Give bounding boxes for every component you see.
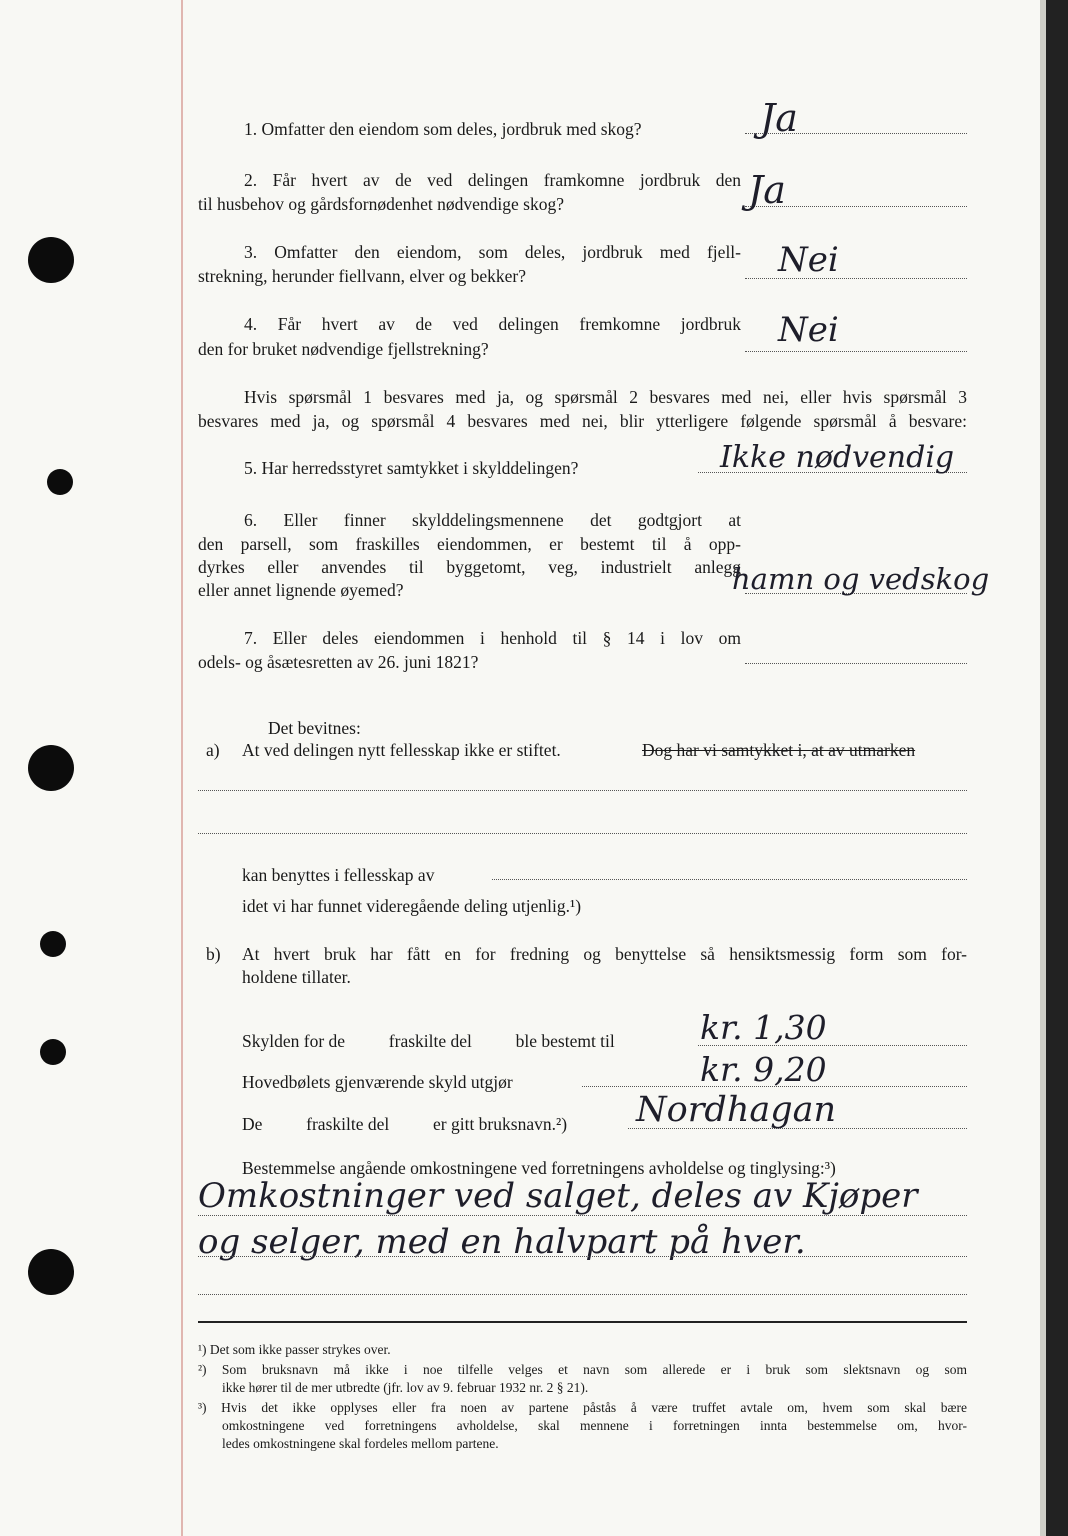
question-2-line-1: 2. Får hvert av de ved delingen framkomne jordbruk den bbox=[244, 170, 741, 190]
hovedbol-label: Hovedbølets gjenværende skyld utgjør bbox=[242, 1072, 513, 1092]
attest-a-struck-text: Dog har vi samtykket i, at av utmarken bbox=[642, 740, 916, 760]
question-4-answer: Nei bbox=[778, 310, 839, 350]
answer-line bbox=[198, 1215, 967, 1216]
punch-hole bbox=[40, 931, 66, 957]
question-7-line-2: odels- og åsætesretten av 26. juni 1821? bbox=[198, 652, 479, 672]
blank-line bbox=[198, 1294, 967, 1295]
punch-hole bbox=[28, 237, 74, 283]
omkostning-line-2: og selger, med en halvpart på hver. bbox=[198, 1222, 806, 1262]
punch-hole bbox=[47, 469, 73, 495]
question-6-line-3: dyrkes eller anvendes til byggetomt, veg, industrielt anlegg bbox=[198, 557, 741, 577]
question-2-answer: Ja bbox=[748, 168, 786, 212]
blank-line bbox=[198, 833, 967, 834]
question-6-answer: hamn og vedskog bbox=[732, 562, 990, 596]
answer-line bbox=[745, 663, 967, 664]
attest-b-line-2: holdene tillater. bbox=[242, 967, 351, 987]
bruksnavn-label: De fraskilte del er gitt bruksnavn.²) bbox=[242, 1114, 568, 1134]
question-3-line-1: 3. Omfatter den eiendom, som deles, jordbruk med fjell- bbox=[244, 242, 741, 262]
question-4-line-2: den for bruket nødvendige fjellstrekning? bbox=[198, 339, 489, 359]
question-1-answer: Ja bbox=[760, 96, 798, 140]
question-5-text: 5. Har herredsstyret samtykket i skylddelingen? bbox=[244, 458, 579, 478]
condition-line-2: besvares med ja, og spørsmål 4 besvares med nei, blir ytterligere følgende spørsmål å besvare: bbox=[198, 411, 967, 431]
question-3-line-2: strekning, herunder fiellvann, elver og bekker? bbox=[198, 266, 526, 286]
condition-line-1: Hvis spørsmål 1 besvares med ja, og spørsmål 2 besvares med nei, eller hvis spørsmål 3 bbox=[244, 387, 967, 407]
question-5-answer: Ikke nødvendig bbox=[720, 440, 955, 475]
punch-hole bbox=[28, 1249, 74, 1295]
footnote-2-line-1: ²) Som bruksnavn må ikke i noe tilfelle velges et navn som allerede er i bruk som slektsnavn og som bbox=[198, 1362, 967, 1377]
question-7-line-1: 7. Eller deles eiendommen i henhold til § 14 i lov om bbox=[244, 628, 741, 648]
attest-b-line-1: At hvert bruk har fått en for fredning og benyttelse så hensiktsmessig form som for- bbox=[242, 944, 967, 964]
hovedbol-value: kr. 9,20 bbox=[700, 1050, 827, 1089]
attest-a-marker: a) bbox=[206, 740, 220, 760]
skyld-label: Skylden for de fraskilte del ble bestemt til bbox=[242, 1031, 615, 1051]
question-6-line-1: 6. Eller finner skylddelingsmennene det godtgjort at bbox=[244, 510, 741, 530]
attest-heading: Det bevitnes: bbox=[268, 718, 361, 738]
question-4-line-1: 4. Får hvert av de ved delingen fremkomne jordbruk bbox=[244, 314, 741, 334]
answer-line bbox=[198, 1256, 967, 1257]
scan-border bbox=[1046, 0, 1068, 1536]
blank-line bbox=[492, 879, 967, 880]
footnote-3-line-2: omkostningene ved forretningens avholdelse, skal mennene i forretningen innta bestemmelse om, hvor- bbox=[222, 1418, 967, 1433]
question-1-text: 1. Omfatter den eiendom som deles, jordbruk med skog? bbox=[244, 119, 642, 139]
skyld-value: kr. 1,30 bbox=[700, 1008, 827, 1047]
footnote-3-line-3: ledes omkostningene skal fordeles mellom partene. bbox=[222, 1436, 499, 1451]
answer-line bbox=[745, 351, 967, 352]
bruksnavn-value: Nordhagan bbox=[636, 1090, 837, 1130]
footnote-1: ¹) Det som ikke passer strykes over. bbox=[198, 1342, 391, 1357]
question-2-line-2: til husbehov og gårdsfornødenhet nødvendige skog? bbox=[198, 194, 564, 214]
footnote-rule bbox=[198, 1321, 967, 1323]
question-6-line-2: den parsell, som fraskilles eiendommen, er bestemt til å opp- bbox=[198, 534, 741, 554]
attest-idet-line: idet vi har funnet videregående deling utjenlig.¹) bbox=[242, 896, 582, 916]
punch-hole bbox=[40, 1039, 66, 1065]
footnote-3-line-1: ³) Hvis det ikke opplyses eller fra noen av partene påstås å være truffet avtale om, hvem som skal bære bbox=[198, 1400, 967, 1415]
margin-rule bbox=[181, 0, 183, 1536]
omkostning-line-1: Omkostninger ved salget, deles av Kjøper bbox=[198, 1176, 918, 1216]
blank-line bbox=[198, 790, 967, 791]
omkostning-label: Bestemmelse angående omkostningene ved forretningens avholdelse og tinglysing:³) bbox=[242, 1158, 836, 1178]
footnote-2-line-2: ikke hører til de mer utbredte (jfr. lov av 9. februar 1932 nr. 2 § 21). bbox=[222, 1380, 589, 1395]
attest-benyttes-line: kan benyttes i fellesskap av bbox=[242, 865, 435, 885]
attest-b-marker: b) bbox=[206, 944, 221, 964]
punch-hole bbox=[28, 745, 74, 791]
question-6-line-4: eller annet lignende øyemed? bbox=[198, 580, 404, 600]
question-3-answer: Nei bbox=[778, 240, 839, 280]
attest-a-text: At ved delingen nytt fellesskap ikke er stiftet. bbox=[242, 740, 561, 760]
